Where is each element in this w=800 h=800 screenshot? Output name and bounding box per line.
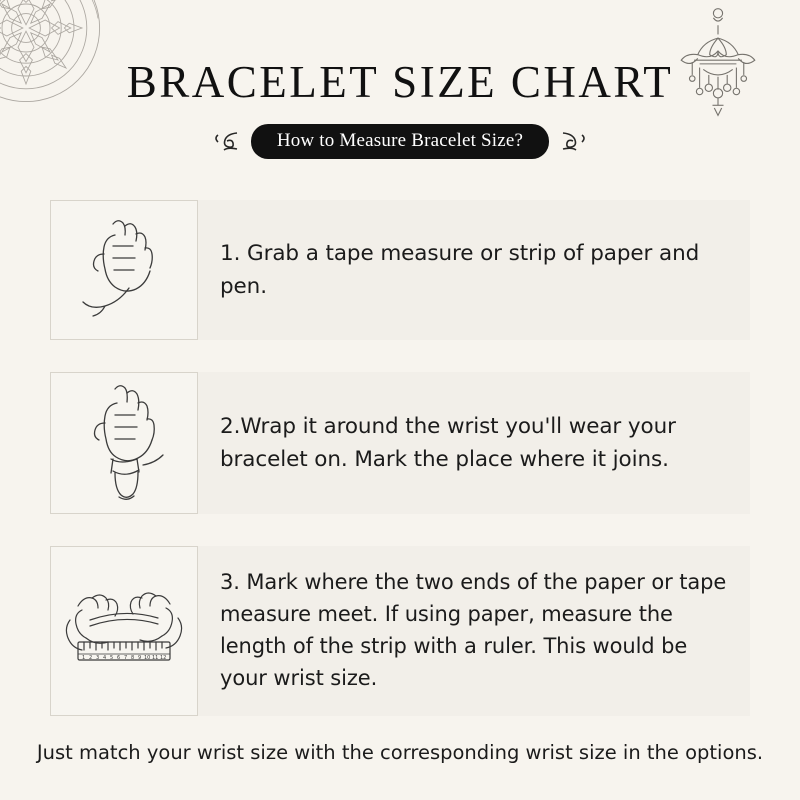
swirl-flourish-right-icon xyxy=(559,129,589,155)
step-3-thumbnail xyxy=(50,546,198,716)
step-2-thumbnail xyxy=(50,372,198,514)
svg-text:2: 2 xyxy=(89,655,93,661)
subtitle-pill: How to Measure Bracelet Size? xyxy=(251,124,549,159)
swirl-flourish-left-icon xyxy=(211,129,241,155)
svg-text:9: 9 xyxy=(138,655,142,661)
step-1-text: 1. Grab a tape measure or strip of paper and pen. xyxy=(220,240,700,299)
hand-fist-line-drawing-icon xyxy=(69,210,179,330)
svg-text:12: 12 xyxy=(160,655,167,661)
hands-measuring-strip-with-ruler-line-drawing-icon xyxy=(60,576,188,686)
svg-text:11: 11 xyxy=(152,655,159,661)
step-row-1 xyxy=(50,200,750,340)
step-row-2 xyxy=(50,372,750,514)
step-row-3 xyxy=(50,546,750,716)
svg-text:3: 3 xyxy=(96,655,100,661)
step-1-thumbnail xyxy=(50,200,198,340)
step-3-text: 3. Mark where the two ends of the paper or tape measure meet. If using paper, measure the length of the strip with a ruler. This would be your wrist size. xyxy=(220,570,727,690)
page-title: BRACELET SIZE CHART xyxy=(126,57,674,107)
step-2-text: 2.Wrap it around the wrist you'll wear your bracelet on. Mark the place where it joins. xyxy=(220,413,676,472)
footer-note: Just match your wrist size with the corresponding wrist size in the options. xyxy=(36,741,764,764)
steps-list xyxy=(0,200,800,728)
svg-text:10: 10 xyxy=(144,655,151,661)
svg-text:8: 8 xyxy=(131,655,135,661)
svg-text:5: 5 xyxy=(110,655,114,661)
svg-text:6: 6 xyxy=(117,655,121,661)
svg-text:7: 7 xyxy=(124,655,128,661)
subtitle-row xyxy=(0,124,800,159)
svg-text:4: 4 xyxy=(103,655,107,661)
svg-text:1: 1 xyxy=(82,655,86,661)
hand-with-tape-around-wrist-line-drawing-icon xyxy=(69,379,179,507)
